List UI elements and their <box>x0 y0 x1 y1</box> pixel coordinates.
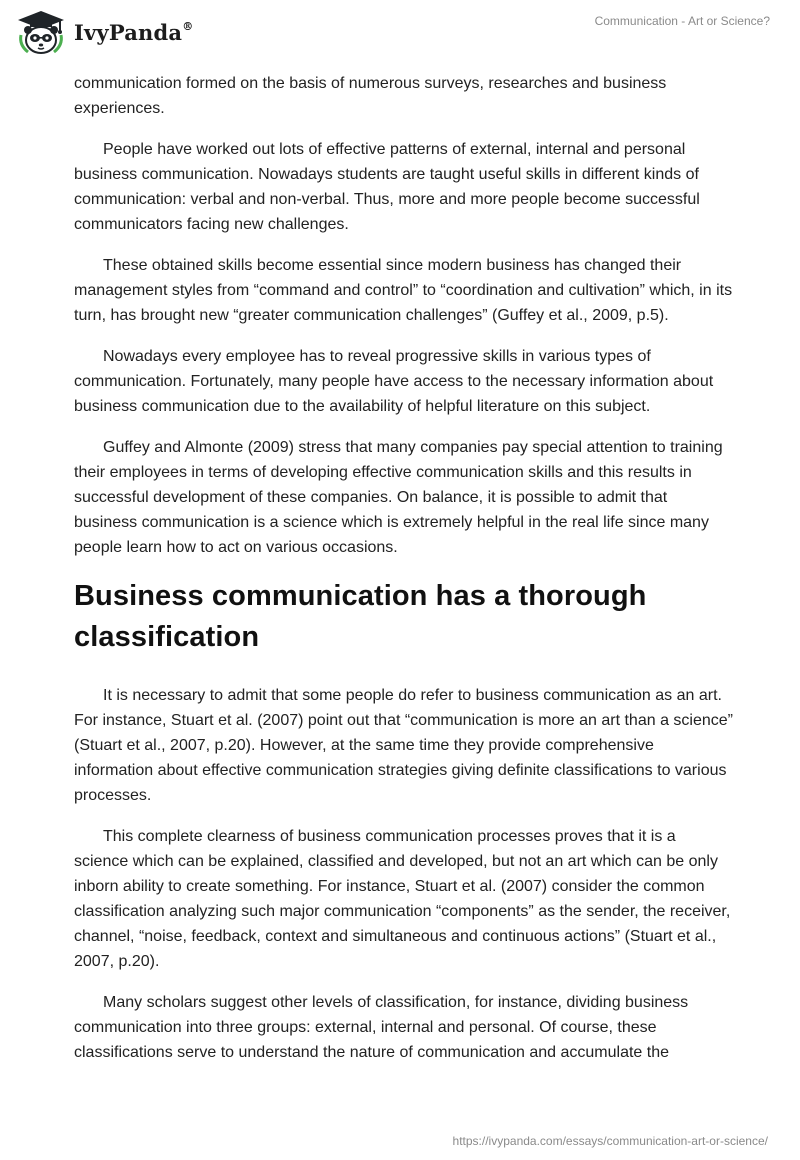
paragraph: Many scholars suggest other levels of classification, for instance, dividing business communication into three groups: external, internal and personal. Of course, these classifications serve to understand the nature of communication and accumulate the <box>74 994 689 1061</box>
document-title: Communication - Art or Science? <box>594 14 770 28</box>
paragraph: These obtained skills become essential since modern business has changed their management styles from “command and control” to “coordination and cultivation” which, in its turn, has brought new “greater communication challenges” (Guffey et al., 2009, p.5). <box>74 257 733 324</box>
paragraph: People have worked out lots of effective patterns of external, internal and personal business communication. Nowadays students are taught useful skills in different kinds of communication: verbal and non-verbal. Thus, more and more people become successful communicators facing new challenges. <box>74 141 700 233</box>
page-header <box>0 0 800 70</box>
brand-logo[interactable] <box>16 8 193 56</box>
paragraph: communication formed on the basis of numerous surveys, researches and business experiences. <box>74 75 667 117</box>
source-url-link[interactable]: https://ivypanda.com/essays/communication-art-or-science/ <box>452 1134 768 1148</box>
section-heading: Business communication has a thorough classification <box>74 580 647 653</box>
paragraph: This complete clearness of business communication processes proves that it is a science which can be explained, classified and developed, but not an art which can be only inborn ability to create something. For instance, Stuart et al. (2007) consider the common classification analyzing such major communication “components” as the sender, the receiver, channel, “noise, feedback, context and simultaneous and continuous actions” (Stuart et al., 2007, p.20). <box>74 828 731 970</box>
essay-body <box>74 71 734 1081</box>
paragraph: Guffey and Almonte (2009) stress that many companies pay special attention to training their employees in terms of developing effective communication skills and this results in successful development of these companies. On balance, it is possible to admit that business communication is a science which is extremely helpful in the real life since many people learn how to act on various occasions. <box>74 439 723 556</box>
panda-graduate-icon <box>16 9 66 55</box>
paragraph: It is necessary to admit that some people do refer to business communication as an art. For instance, Stuart et al. (2007) point out that “communication is more an art than a science” (Stuart et al., 2007, p.20). However, at the same time they provide comprehensive information about effective communication strategies giving definite classifications to various processes. <box>74 687 733 804</box>
brand-name: IvyPanda® <box>74 19 194 45</box>
paragraph: Nowadays every employee has to reveal progressive skills in various types of communication. Fortunately, many people have access to the necessary information about business communication due to the availability of helpful literature on this subject. <box>74 348 714 415</box>
